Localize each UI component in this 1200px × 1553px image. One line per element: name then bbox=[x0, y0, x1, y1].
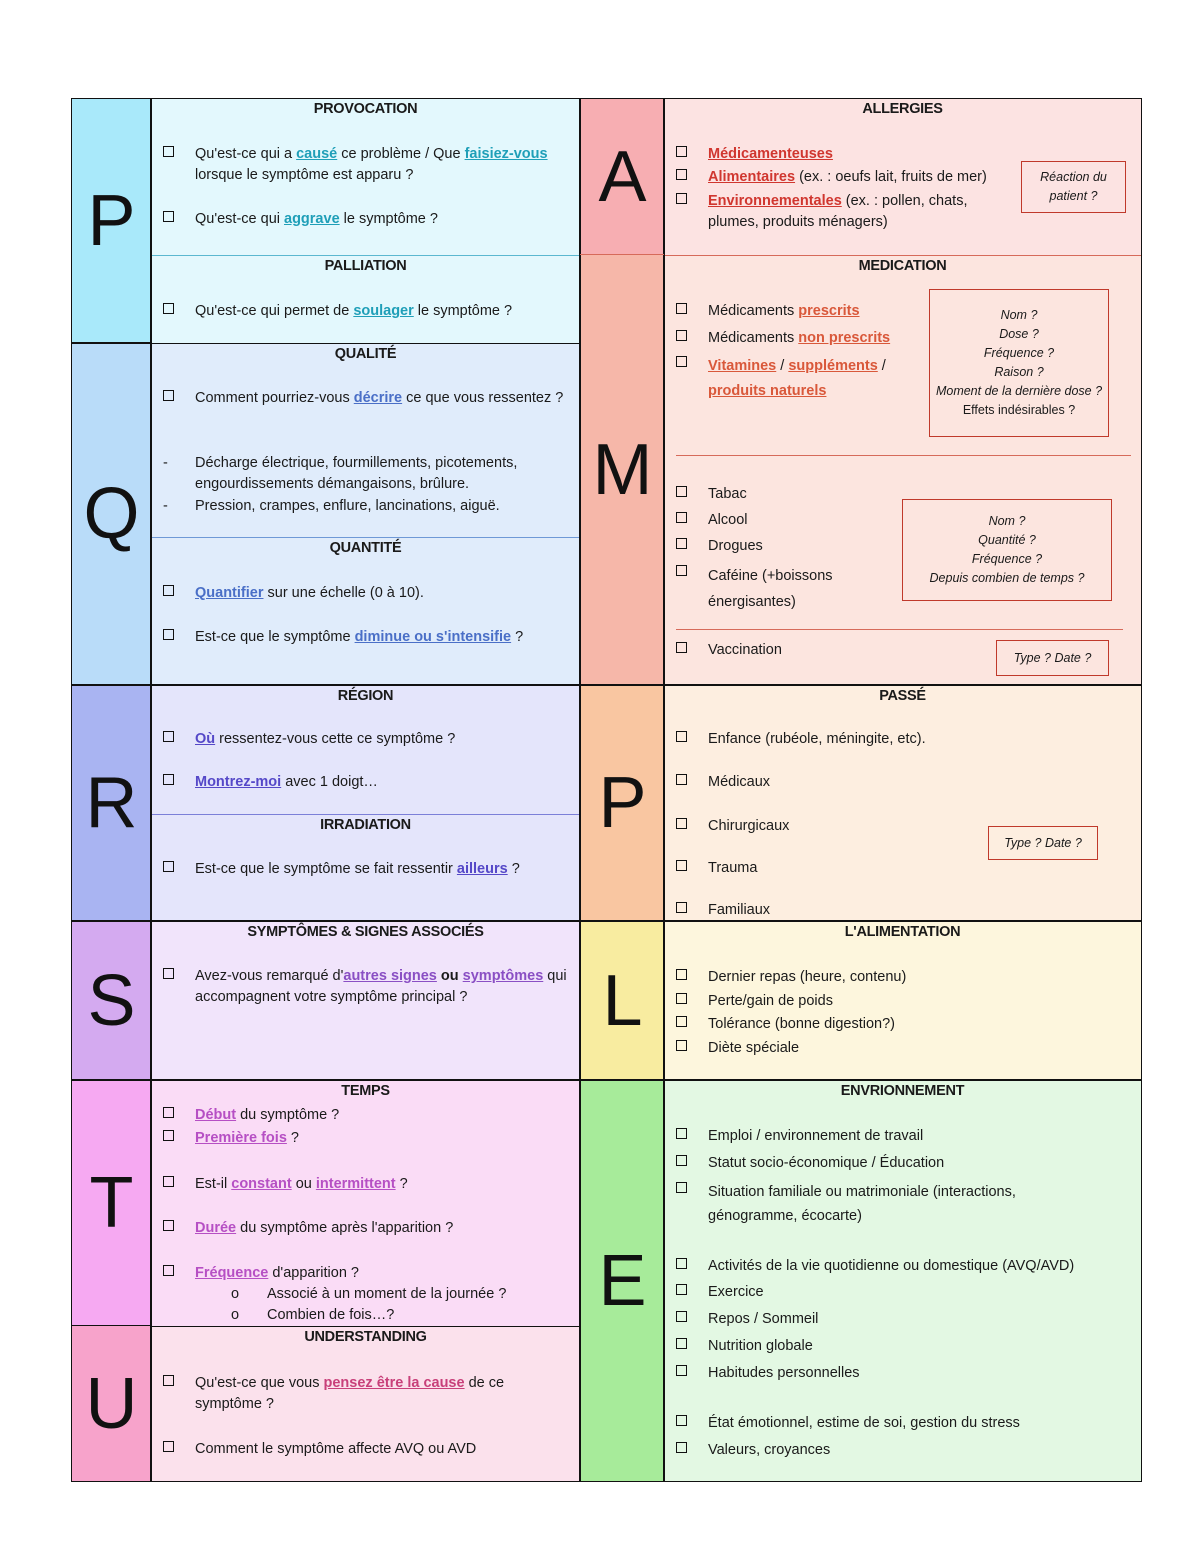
checkbox[interactable] bbox=[163, 146, 174, 157]
temps-item-5: Fréquence d'apparition ? bbox=[161, 1263, 568, 1284]
letter-r-block bbox=[72, 685, 151, 921]
temps-section bbox=[151, 1080, 580, 1326]
checkbox[interactable] bbox=[676, 356, 687, 367]
checkbox[interactable] bbox=[676, 860, 687, 871]
passe-item-4: Trauma bbox=[674, 858, 1129, 879]
alimentation-item-2: Perte/gain de poids bbox=[674, 991, 1129, 1012]
environnement-title: ENVRIONNEMENT bbox=[840, 1083, 965, 1099]
passe-section bbox=[664, 685, 1141, 921]
temps-item-4: Durée du symptôme après l'apparition ? bbox=[161, 1218, 568, 1239]
checkbox[interactable] bbox=[676, 303, 687, 314]
row-divider-r bbox=[71, 684, 1142, 686]
symptomes-item-1: Avez-vous remarqué d'autres signes ou symptômes qui accompagnent votre symptôme principal ? bbox=[161, 966, 568, 1008]
alimentation-title: L'ALIMENTATION bbox=[844, 924, 961, 940]
checkbox[interactable] bbox=[676, 993, 687, 1004]
environnement-item-7: Nutrition globale bbox=[674, 1336, 1129, 1357]
checkbox[interactable] bbox=[676, 1155, 687, 1166]
temps-item-1: Début du symptôme ? bbox=[161, 1105, 568, 1126]
medication-note-2: Nom ? Quantité ? Fréquence ? Depuis combien de temps ? bbox=[902, 499, 1112, 601]
passe-item-1: Enfance (rubéole, méningite, etc). bbox=[674, 729, 1129, 750]
qualite-desc-1: - Décharge électrique, fourmillements, picotements, engourdissements démangaisons, brûlure. bbox=[163, 455, 518, 492]
quantite-item-1: Quantifier sur une échelle (0 à 10). bbox=[161, 583, 568, 604]
medication-divider-2 bbox=[676, 629, 1123, 630]
checkbox[interactable] bbox=[676, 1442, 687, 1453]
allergies-item-2: Alimentaires (ex. : oeufs lait, fruits de mer) bbox=[674, 167, 1011, 188]
environnement-item-5: Exercice bbox=[674, 1282, 1129, 1303]
alimentation-item-3: Tolérance (bonne digestion?) bbox=[674, 1014, 1129, 1035]
medication-divider-1 bbox=[676, 455, 1131, 456]
right-letter-divider bbox=[663, 98, 665, 1482]
checkbox[interactable] bbox=[676, 169, 687, 180]
checkbox[interactable] bbox=[676, 486, 687, 497]
letter-q-block bbox=[72, 343, 151, 685]
medication-note-3: Type ? Date ? bbox=[996, 640, 1109, 676]
checkbox[interactable] bbox=[676, 193, 687, 204]
provocation-title: PROVOCATION bbox=[313, 101, 418, 117]
medication-item-drogues: Drogues bbox=[674, 536, 851, 557]
palliation-item-1: Qu'est-ce qui permet de soulager le symptôme ? bbox=[161, 301, 568, 322]
letter-r: R bbox=[85, 763, 138, 843]
letter-l-block bbox=[581, 921, 664, 1080]
understanding-section bbox=[151, 1326, 580, 1481]
irradiation-title: IRRADIATION bbox=[320, 817, 411, 833]
letter-a-block bbox=[581, 99, 664, 255]
medication-item-cafeine: Caféine (+boissons énergisantes) bbox=[674, 563, 881, 615]
checkbox[interactable] bbox=[163, 861, 174, 872]
provocation-section bbox=[151, 99, 580, 255]
medication-section bbox=[664, 255, 1141, 685]
temps-sub-1: o Associé à un moment de la journée ? bbox=[231, 1286, 507, 1302]
checkbox[interactable] bbox=[676, 642, 687, 653]
symptomes-title: SYMPTÔMES & SIGNES ASSOCIÉS bbox=[247, 924, 484, 940]
checkbox[interactable] bbox=[676, 330, 687, 341]
checkbox[interactable] bbox=[676, 969, 687, 980]
row-divider-m bbox=[580, 254, 664, 255]
passe-title: PASSÉ bbox=[879, 688, 926, 704]
palliation-title: PALLIATION bbox=[324, 258, 407, 274]
medication-note-1: Nom ? Dose ? Fréquence ? Raison ? Moment de la dernière dose ? Effets indésirables ? bbox=[929, 289, 1109, 437]
checkbox[interactable] bbox=[676, 1128, 687, 1139]
irradiation-section bbox=[151, 814, 580, 921]
temps-item-2: Première fois ? bbox=[161, 1128, 568, 1149]
checkbox[interactable] bbox=[163, 303, 174, 314]
checkbox[interactable] bbox=[676, 538, 687, 549]
environnement-item-4: Activités de la vie quotidienne ou domestique (AVQ/AVD) bbox=[674, 1256, 1137, 1277]
environnement-item-1: Emploi / environnement de travail bbox=[674, 1126, 1129, 1147]
letter-q: Q bbox=[83, 474, 140, 554]
qualite-section bbox=[151, 343, 580, 537]
letter-u-block bbox=[72, 1326, 151, 1481]
letter-p2: P bbox=[598, 763, 647, 843]
checkbox[interactable] bbox=[676, 774, 687, 785]
checkbox[interactable] bbox=[163, 1375, 174, 1386]
checkbox[interactable] bbox=[163, 1265, 174, 1276]
medication-item-tabac: Tabac bbox=[674, 484, 851, 505]
environnement-section bbox=[664, 1080, 1141, 1481]
checkbox[interactable] bbox=[676, 1258, 687, 1269]
letter-p2-block bbox=[581, 685, 664, 921]
letter-t-block bbox=[72, 1080, 151, 1326]
provocation-item-1: Qu'est-ce qui a causé ce problème / Que faisiez-vous lorsque le symptôme est apparu ? bbox=[161, 144, 568, 186]
irradiation-item-1: Est-ce que le symptôme se fait ressentir ailleurs ? bbox=[161, 859, 568, 880]
checkbox[interactable] bbox=[163, 774, 174, 785]
letter-t: T bbox=[89, 1163, 134, 1243]
quantite-title: QUANTITÉ bbox=[329, 540, 402, 556]
checkbox[interactable] bbox=[163, 1441, 174, 1452]
checkbox[interactable] bbox=[676, 731, 687, 742]
letter-a: A bbox=[598, 137, 647, 217]
checkbox[interactable] bbox=[676, 1311, 687, 1322]
row-divider-u bbox=[71, 1325, 151, 1326]
checkbox[interactable] bbox=[163, 1220, 174, 1231]
letter-m-block bbox=[581, 255, 664, 685]
letter-l: L bbox=[602, 960, 643, 1041]
checkbox[interactable] bbox=[676, 565, 687, 576]
row-divider-s bbox=[71, 920, 1142, 922]
checkbox[interactable] bbox=[676, 1182, 687, 1193]
region-section bbox=[151, 685, 580, 814]
letter-p-block bbox=[72, 99, 151, 343]
medication-item-alcool: Alcool bbox=[674, 510, 851, 531]
quantite-item-2: Est-ce que le symptôme diminue ou s'intensifie ? bbox=[161, 627, 568, 648]
letter-e-block bbox=[581, 1080, 664, 1481]
checkbox[interactable] bbox=[163, 211, 174, 222]
checkbox[interactable] bbox=[163, 1107, 174, 1118]
provocation-item-2: Qu'est-ce qui aggrave le symptôme ? bbox=[161, 209, 568, 230]
checkbox[interactable] bbox=[676, 902, 687, 913]
environnement-item-6: Repos / Sommeil bbox=[674, 1309, 1129, 1330]
region-title: RÉGION bbox=[337, 688, 394, 704]
letter-p: P bbox=[87, 181, 136, 261]
center-divider bbox=[579, 98, 581, 1482]
checkbox[interactable] bbox=[163, 1130, 174, 1141]
checkbox[interactable] bbox=[163, 731, 174, 742]
alimentation-section bbox=[664, 921, 1141, 1080]
checkbox[interactable] bbox=[676, 1365, 687, 1376]
alimentation-item-4: Diète spéciale bbox=[674, 1038, 1129, 1059]
checkbox[interactable] bbox=[676, 1040, 687, 1051]
temps-item-3: Est-il constant ou intermittent ? bbox=[161, 1174, 568, 1195]
passe-note: Type ? Date ? bbox=[988, 826, 1098, 860]
checkbox[interactable] bbox=[163, 390, 174, 401]
allergies-item-3: Environnementales (ex. : pollen, chats, plumes, produits ménagers) bbox=[674, 191, 991, 233]
checkbox[interactable] bbox=[676, 1284, 687, 1295]
understanding-title: UNDERSTANDING bbox=[304, 1329, 427, 1345]
region-item-1: Où ressentez-vous cette ce symptôme ? bbox=[161, 729, 568, 750]
environnement-item-10: Valeurs, croyances bbox=[674, 1440, 1129, 1461]
environnement-item-9: État émotionnel, estime de soi, gestion du stress bbox=[674, 1413, 1129, 1434]
checkbox[interactable] bbox=[676, 1415, 687, 1426]
allergies-item-1: Médicamenteuses bbox=[674, 144, 1001, 165]
temps-sub-2: o Combien de fois…? bbox=[231, 1307, 395, 1323]
allergies-section bbox=[664, 99, 1141, 255]
checkbox[interactable] bbox=[676, 512, 687, 523]
environnement-item-8: Habitudes personnelles bbox=[674, 1363, 1129, 1384]
medication-item-2: Médicaments non prescrits bbox=[674, 328, 911, 349]
checkbox[interactable] bbox=[676, 146, 687, 157]
temps-title: TEMPS bbox=[341, 1083, 390, 1099]
row-divider-q bbox=[71, 342, 151, 344]
checkbox[interactable] bbox=[163, 629, 174, 640]
palliation-section bbox=[151, 255, 580, 343]
letter-m: M bbox=[592, 430, 653, 510]
qualite-desc-2: - Pression, crampes, enflure, lancinations, aiguë. bbox=[163, 498, 500, 514]
checkbox[interactable] bbox=[676, 818, 687, 829]
understanding-item-2: Comment le symptôme affecte AVQ ou AVD bbox=[161, 1439, 568, 1460]
alimentation-item-1: Dernier repas (heure, contenu) bbox=[674, 967, 1129, 988]
quantite-section bbox=[151, 537, 580, 685]
allergies-title: ALLERGIES bbox=[862, 101, 943, 117]
passe-item-2: Médicaux bbox=[674, 772, 1129, 793]
checkbox[interactable] bbox=[163, 968, 174, 979]
letter-s-block bbox=[72, 921, 151, 1080]
letter-u: U bbox=[85, 1363, 138, 1444]
medication-item-vaccination: Vaccination bbox=[674, 640, 941, 661]
understanding-item-1: Qu'est-ce que vous pensez être la cause de ce symptôme ? bbox=[161, 1373, 568, 1415]
checkbox[interactable] bbox=[676, 1338, 687, 1349]
qualite-title: QUALITÉ bbox=[334, 346, 397, 362]
row-divider-t bbox=[71, 1079, 1142, 1081]
checkbox[interactable] bbox=[676, 1016, 687, 1027]
environnement-item-3: Situation familiale ou matrimoniale (interactions, génogramme, écocarte) bbox=[674, 1180, 1081, 1228]
qualite-item-1: Comment pourriez-vous décrire ce que vous ressentez ? bbox=[161, 388, 568, 409]
environnement-item-2: Statut socio-économique / Éducation bbox=[674, 1153, 1129, 1174]
passe-item-3: Chirurgicaux bbox=[674, 816, 1129, 837]
letter-s: S bbox=[87, 960, 136, 1041]
checkbox[interactable] bbox=[163, 585, 174, 596]
medication-item-3: Vitamines / suppléments / produits naturels bbox=[674, 354, 911, 404]
medication-title: MEDICATION bbox=[858, 258, 947, 274]
symptomes-section bbox=[151, 921, 580, 1080]
checkbox[interactable] bbox=[163, 1176, 174, 1187]
medication-item-1: Médicaments prescrits bbox=[674, 301, 911, 322]
passe-item-5: Familiaux bbox=[674, 900, 1129, 921]
allergies-note: Réaction du patient ? bbox=[1021, 161, 1126, 213]
left-letter-divider bbox=[150, 98, 152, 1482]
letter-e: E bbox=[598, 1240, 647, 1321]
region-item-2: Montrez-moi avec 1 doigt… bbox=[161, 772, 568, 793]
